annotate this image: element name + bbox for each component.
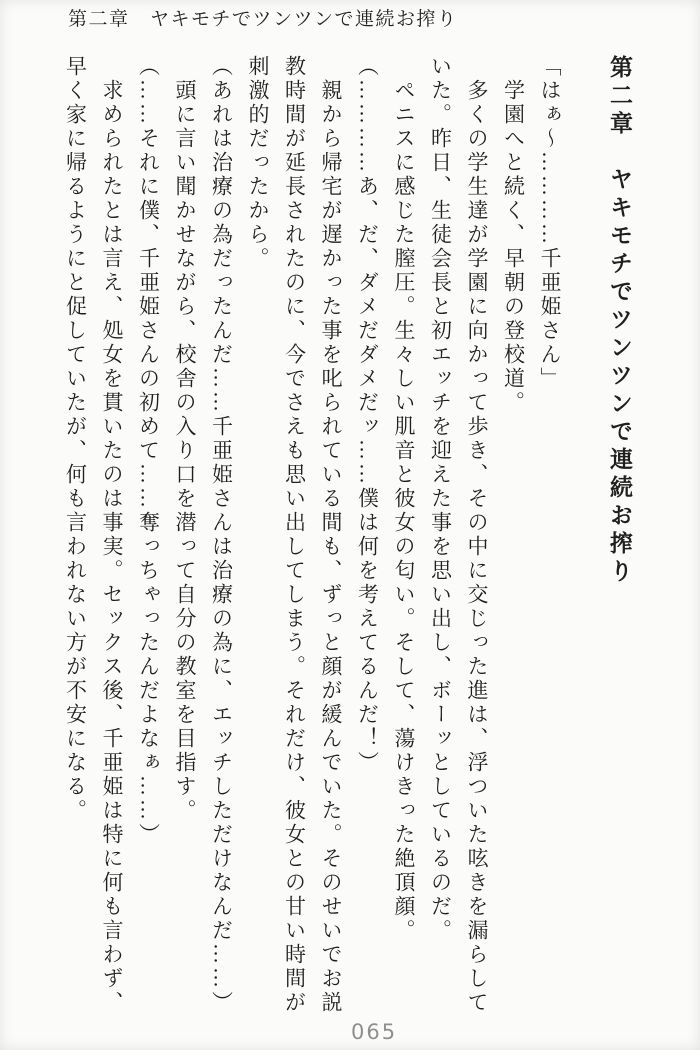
narration-paragraph: 親から帰宅が遅かった事を叱られている間も、ずっと顔が緩んでいた。そのせいでお説教時間が延長されたのに、今でさえも思い出してしまう。それだけ、彼女との甘い時間が刺激的だったから。	[246, 55, 343, 1015]
chapter-title: 第二章 ヤキモチでツンツンで連続お搾り	[607, 55, 632, 587]
narration-paragraph: 頭に言い聞かせながら、校舎の入り口を潜って自分の教室を目指す。	[173, 55, 197, 823]
thought-paragraph: （……それに僕、千亜姫さんの初めて……奪っちゃったんだよなぁ……）	[136, 55, 161, 847]
narration-paragraph: 多くの学生達が学園に向かって歩き、その中に交じった進は、浮ついた呟きを漏らしていた。昨日、生徒会長と初エッチを迎えた事を思い出し、ボーッとしているのだ。	[428, 55, 489, 1015]
thought-paragraph: （…………あ、だ、ダメだダメだッ……僕は何を考えてるんだ！）	[355, 55, 380, 775]
thought-paragraph: （あれは治療の為だったんだ……千亜姫さんは治療の為に、エッチしただけなんだ……）	[209, 55, 234, 1015]
page-number: 065	[351, 1020, 398, 1044]
narration-paragraph: 学園へと続く、早朝の登校道。	[501, 55, 526, 415]
narration-paragraph: 求められたとは言え、処女を貫いたのは事実。セックス後、千亜姫は特に何も言わず、早く家に帰るようにと促していたが、何も言われない方が不安になる。	[63, 55, 124, 1015]
dialogue-line: 「はぁ～…………千亜姫さん」	[538, 55, 562, 391]
running-header: 第二章 ヤキモチでツンツンで連続お搾り	[68, 9, 458, 30]
page-body	[57, 55, 638, 1017]
narration-paragraph: ペニスに感じた膣圧。生々しい肌音と彼女の匂い。そして、蕩けきった絶頂顔。	[392, 55, 416, 943]
